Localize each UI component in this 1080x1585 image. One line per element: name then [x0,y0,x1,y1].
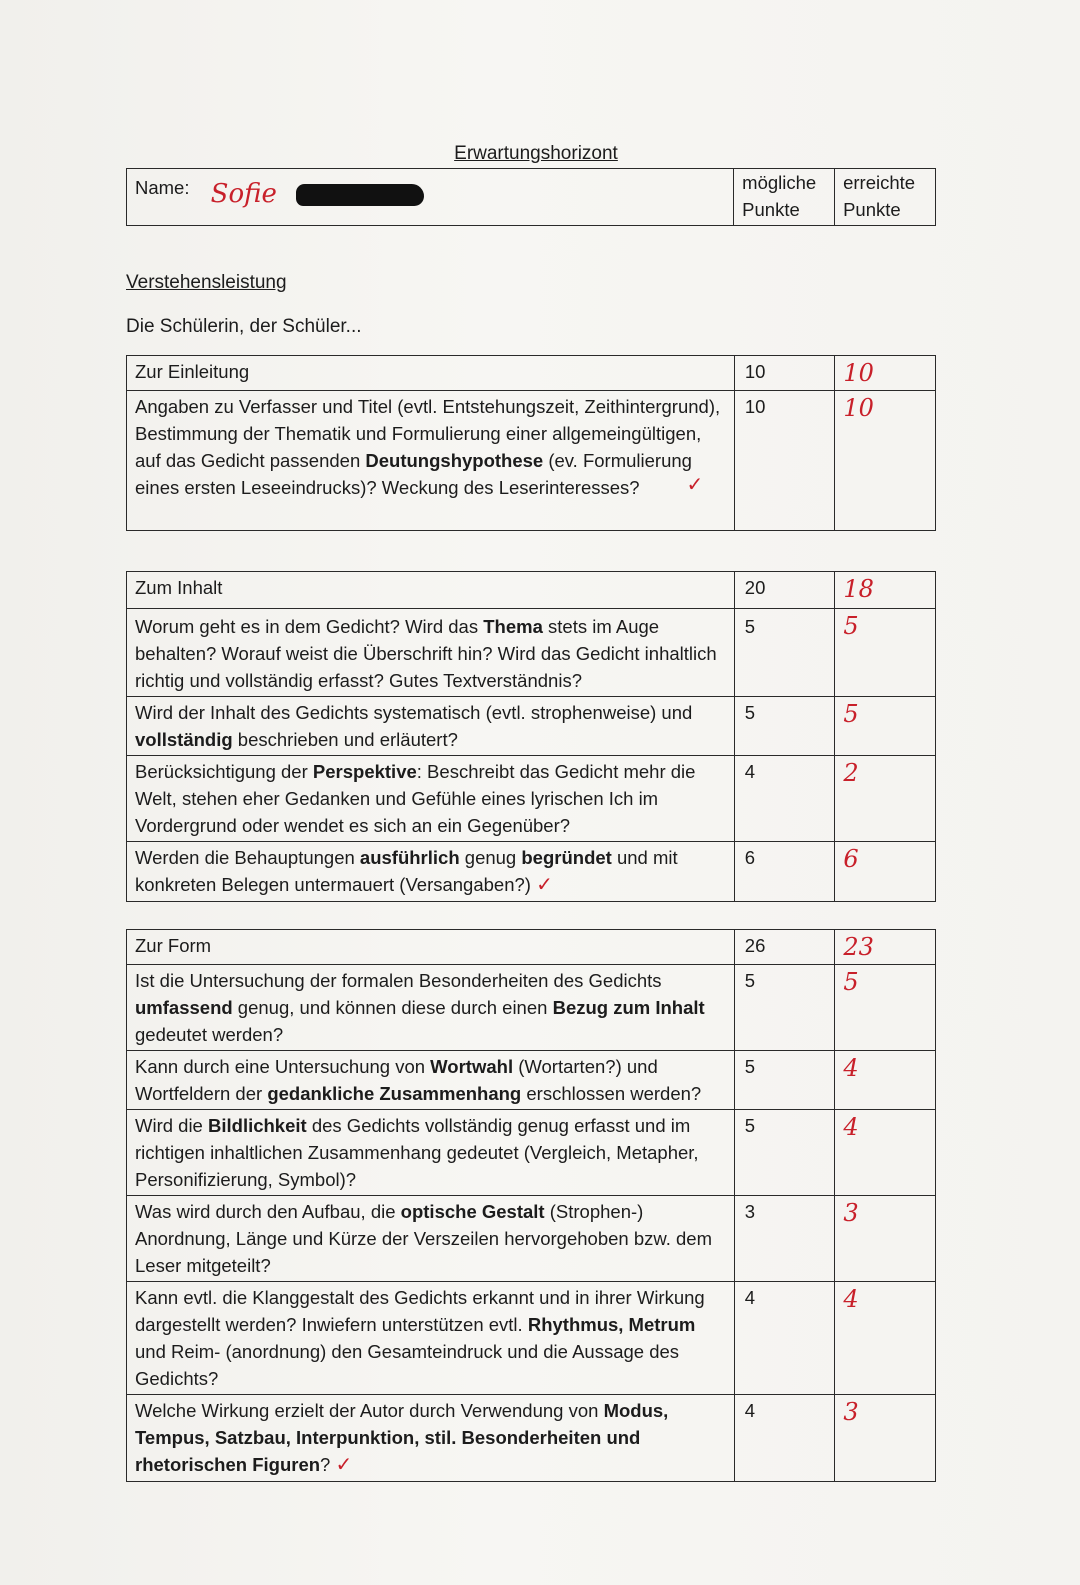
criterion-possible: 5 [734,1051,835,1110]
inhalt-criterion-1 [127,609,735,697]
criterion-keyword: Bezug zum Inhalt [552,997,705,1018]
einleitung-table [126,355,936,531]
inhalt-criterion-2 [127,697,735,756]
criterion-text: stets im Auge behalten? Worauf weist die Überschrift hin? Wird das Gedicht inhaltlich richtig und vollständig erfasst? Gutes Textverständnis? [135,616,717,691]
criterion-text: Wird der Inhalt des Gedichts systematisch (evtl. strophenweise) und [135,702,693,723]
criterion-text: Kann evtl. die Klanggestalt des Gedichts erkannt und in ihrer Wirkung dargestellt werden? Inwiefern unterstützen evtl. [135,1287,705,1335]
inhalt-criterion-3 [127,756,735,842]
criterion-keyword: Bildlichkeit [208,1115,307,1136]
criterion-text: Welche Wirkung erzielt der Autor durch Verwendung von [135,1400,604,1421]
criterion-keyword: vollständig [135,729,233,750]
criterion-keyword: Thema [483,616,543,637]
criterion-achieved: 5 [835,697,936,756]
form-criterion-5 [127,1282,735,1395]
criterion-achieved: 6 [835,842,936,902]
criterion-text: des Gedichts vollständig genug erfasst und im richtigen inhaltlichen Zusammenhang gedeutet (Vergleich, Metapher, Personifizierung, Symbol)? [135,1115,699,1190]
form-criterion-4 [127,1196,735,1282]
inhalt-achieved: 18 [835,572,936,609]
criterion-possible: 5 [734,609,835,697]
criterion-achieved: 10 [835,391,936,531]
criterion-possible: 4 [734,1282,835,1395]
criterion-achieved: 4 [835,1051,936,1110]
criterion-text: genug [459,847,522,868]
check-mark-icon: ✓ [536,874,553,896]
form-criterion-6 [127,1395,735,1482]
criterion-achieved: 5 [835,609,936,697]
criterion-possible: 3 [734,1196,835,1282]
criterion-possible: 4 [734,756,835,842]
header-table [126,168,936,226]
criterion-keyword: optische Gestalt [400,1201,545,1222]
criterion-possible: 10 [734,391,835,531]
criterion-text: und mit konkreten Belegen untermauert (Versangaben?) [135,847,678,895]
criterion-possible: 5 [734,1110,835,1196]
einleitung-possible: 10 [734,356,835,391]
form-table [126,929,936,1482]
criterion-keyword: ausführlich [359,847,460,868]
criterion-text: beschrieben und erläutert? [232,729,458,750]
achieved-header-line2: Punkte [843,199,901,220]
criterion-text: Worum geht es in dem Gedicht? Wird das [135,616,484,637]
achieved-header-line1: erreichte [843,172,916,193]
name-label: Name: [135,177,190,198]
form-possible: 26 [734,930,835,965]
criterion-text: Angaben zu Verfasser und Titel (evtl. Entstehungszeit, Zeithintergrund), Bestimmung der Thematik und Formulierung einer allgemeingültigen, auf das Gedicht passenden [135,396,721,471]
criterion-achieved: 2 [835,756,936,842]
form-heading: Zur Form [127,930,735,965]
intro-text: Die Schülerin, der Schüler... [126,316,362,337]
criterion-keyword: Perspektive [312,761,417,782]
criterion-text: Ist die Untersuchung der formalen Besonderheiten des Gedichts [135,970,662,991]
inhalt-heading: Zum Inhalt [127,572,735,609]
criterion-text: Was wird durch den Aufbau, die [135,1201,401,1222]
criterion-keyword: Rhythmus, Metrum [527,1314,696,1335]
inhalt-possible: 20 [734,572,835,609]
einleitung-achieved: 10 [835,356,936,391]
possible-points-header [734,169,835,226]
possible-header-line2: Punkte [742,199,800,220]
criterion-possible: 5 [734,965,835,1051]
criterion-text: ? [320,1454,331,1475]
criterion-text: genug, und können diese durch einen [232,997,553,1018]
page-title: Erwartungshorizont [454,143,618,164]
criterion-keyword: umfassend [135,997,233,1018]
criterion-text: : Beschreibt das Gedicht mehr die Welt, stehen eher Gedanken und Gefühle eines lyrischen Ich im Vordergrund oder wendet es sich an ein Gegenüber? [135,761,696,836]
form-criterion-1 [127,965,735,1051]
criterion-achieved: 4 [835,1282,936,1395]
student-name: Sofie [210,179,277,209]
criterion-text: (Wortarten?) und Wortfeldern der [135,1056,658,1104]
name-cell [127,169,734,226]
check-mark-icon: ✓ [335,1454,353,1476]
form-achieved: 23 [835,930,936,965]
criterion-text: erschlossen werden? [521,1083,702,1104]
inhalt-table [126,571,936,902]
criterion-text: (ev. Formulierung eines ersten Leseeindrucks)? Weckung des Leserinteresses? [135,450,692,498]
criterion-possible: 5 [734,697,835,756]
criterion-possible: 4 [734,1395,835,1482]
criterion-text: Berücksichtigung der [135,761,313,782]
criterion-achieved: 5 [835,965,936,1051]
inhalt-criterion-4 [127,842,735,902]
form-criterion-3 [127,1110,735,1196]
redaction-mark [296,184,424,206]
criterion-achieved: 4 [835,1110,936,1196]
possible-header-line1: mögliche [742,172,817,193]
criterion-text: Kann durch eine Untersuchung von [135,1056,431,1077]
criterion-possible: 6 [734,842,835,902]
criterion-text: und Reim- (anordnung) den Gesamteindruck und die Aussage des Gedichts? [135,1341,680,1389]
einleitung-heading: Zur Einleitung [127,356,735,391]
criterion-keyword: Deutungshypothese [365,450,544,471]
achieved-points-header [835,169,936,226]
section-label: Verstehensleistung [126,272,287,293]
form-criterion-2 [127,1051,735,1110]
check-mark-icon: ✓ [686,473,704,496]
criterion-achieved: 3 [835,1196,936,1282]
criterion-text: Werden die Behauptungen [135,847,360,868]
criterion-text: Wird die [135,1115,208,1136]
criterion-keyword: Wortwahl [430,1056,514,1077]
einleitung-criterion [127,391,735,531]
criterion-keyword: Modus, Tempus, Satzbau, Interpunktion, stil. Besonderheiten und rhetorischen Figuren [135,1400,669,1475]
criterion-achieved: 3 [835,1395,936,1482]
criterion-text: (Strophen-) Anordnung, Länge und Kürze der Verszeilen hervorgehoben bzw. dem Leser mitgeteilt? [135,1201,712,1276]
criterion-keyword: gedankliche Zusammenhang [267,1083,522,1104]
criterion-text: gedeutet werden? [135,1024,284,1045]
criterion-keyword: begründet [521,847,612,868]
